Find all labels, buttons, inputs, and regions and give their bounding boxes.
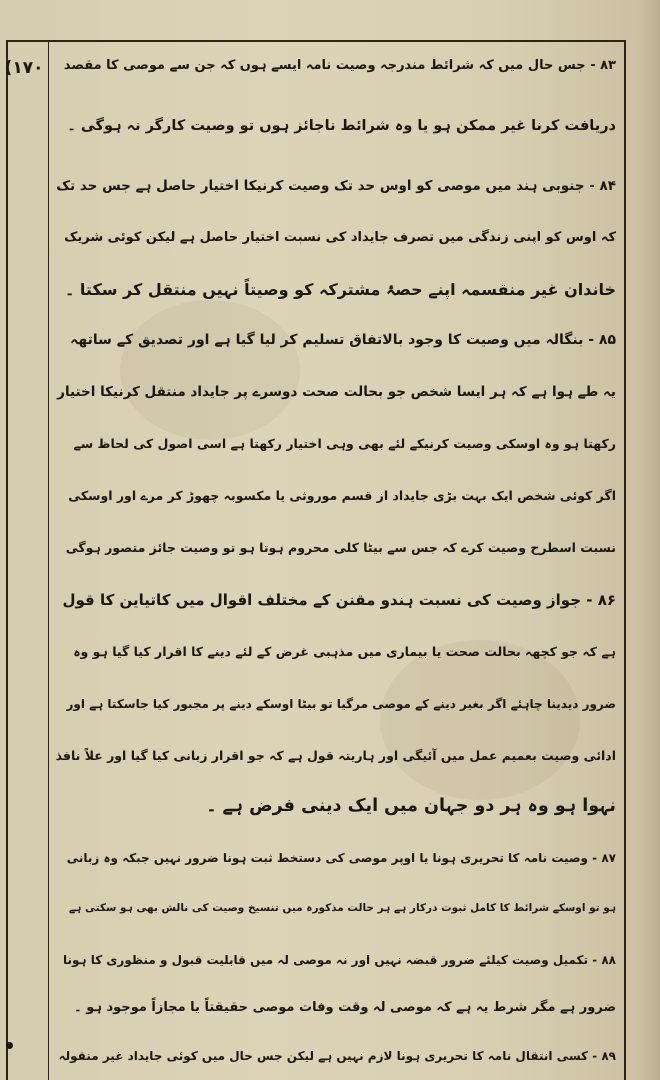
text-line-15: نہوا ہو وہ ہر دو جہان میں ایک دینی فرض ہے ۔ — [206, 796, 616, 816]
text-line-11: ۸۶ - جواز وصیت کی نسبت ہندو مقنن کے مختلف اقوال میں کاتیاین کا قول — [62, 591, 616, 609]
text-line-20: ۸۹ - کسی انتقال نامہ کا تحریری ہونا لازم نہیں ہے لیکن جس حال میں کوئی جایداد غیر منقولہ — [58, 1049, 616, 1063]
text-line-17: ہو تو اوسکے شرائط کا کامل ثبوت درکار ہے ہر حالت مذکورہ میں تنسیخ وصیت کی نالش بھی ہو سکتی ہے — [69, 902, 616, 914]
text-line-16: ۸۷ - وصیت نامہ کا تحریری ہونا یا اوپر موصی کی دستخط ثبت ہونا ضرور نہیں جبکہ وہ زبانی — [66, 851, 616, 865]
text-line-6: ۸۵ - بنگالہ میں وصیت کا وجود بالاتفاق تسلیم کر لیا گیا ہے اور تصدیق کے ساتھہ — [70, 332, 616, 348]
page-number: (۱۷۰ — [4, 58, 44, 78]
text-line-3: ۸۴ - جنوبی ہند میں موصی کو اوس حد تک وصیت کرنیکا اختیار حاصل ہے جس حد تک — [56, 178, 616, 194]
text-line-13: ضرور دیدینا چاہئے اگر بغیر دینے کے موصی مرگیا تو بیٹا اوسکے دینے پر مجبور کیا جاسکتا ہے اور — [66, 697, 616, 711]
text-line-8: رکھتا ہو وہ اوسکی وصیت کرنیکے لئے بھی وہی اختیار رکھتا ہے اسی اصول کی لحاظ سے — [73, 436, 616, 451]
text-line-4: کہ اوس کو اپنی زندگی میں تصرف جایداد کی نسبت اختیار حاصل ہے لیکن کوئی شریک — [64, 230, 616, 245]
urdu-text-block — [50, 42, 620, 1072]
text-line-2: دریافت کرنا غیر ممکن ہو یا وہ شرائط ناجائز ہوں تو وصیت کارگر نہ ہوگی ۔ — [67, 118, 616, 134]
text-line-12: ہے کہ جو کچھہ بحالت صحت یا بیماری میں مذہبی غرض کے لئے دینے کا اقرار کیا گیا ہو وہ — [73, 644, 616, 659]
text-line-10: نسبت اسطرح وصیت کرے کہ جس سے بیٹا کلی محروم ہوتا ہو تو وصیت جائز متصور ہوگی — [65, 540, 616, 555]
ink-dot — [6, 1042, 13, 1049]
text-line-7: یہ طے ہوا ہے کہ ہر ایسا شخص جو بحالت صحت دوسرے پر جایداد منتقل کرنیکا اختیار — [57, 384, 616, 400]
text-line-1: ۸۳ - جس حال میں کہ شرائط مندرجہ وصیت نامہ ایسے ہوں کہ جن سے موصی کا مقصد — [63, 58, 616, 73]
text-line-19: ضرور ہے مگر شرط یہ ہے کہ موصی لہ وقت وفات موصی حقیقتاً یا مجازاً موجود ہو ۔ — [74, 1000, 616, 1015]
text-line-9: اگر کوئی شخص ایک بہت بڑی جایداد از قسم موروثی یا مکسوبہ چھوڑ کر مرے اور اوسکی — [68, 488, 616, 503]
text-line-14: ادائی وصیت بعمیم عمل میں آئیگی اور ہاریتہ قول ہے کہ جو اقرار زبانی کیا گیا اور علاً نافذ — [55, 748, 616, 763]
text-line-5: خاندان غیر منقسمہ اپنے حصۂ مشترکہ کو وصیتاً نہیں منتقل کر سکتا ۔ — [64, 280, 616, 299]
margin-rule — [48, 42, 49, 1080]
text-line-18: ۸۸ - تکمیل وصیت کیلئے ضرور قبضہ نہیں اور نہ موصی لہ میں قابلیت قبول و منظوری کا ہونا — [63, 953, 616, 967]
paper-edge — [638, 0, 660, 1080]
